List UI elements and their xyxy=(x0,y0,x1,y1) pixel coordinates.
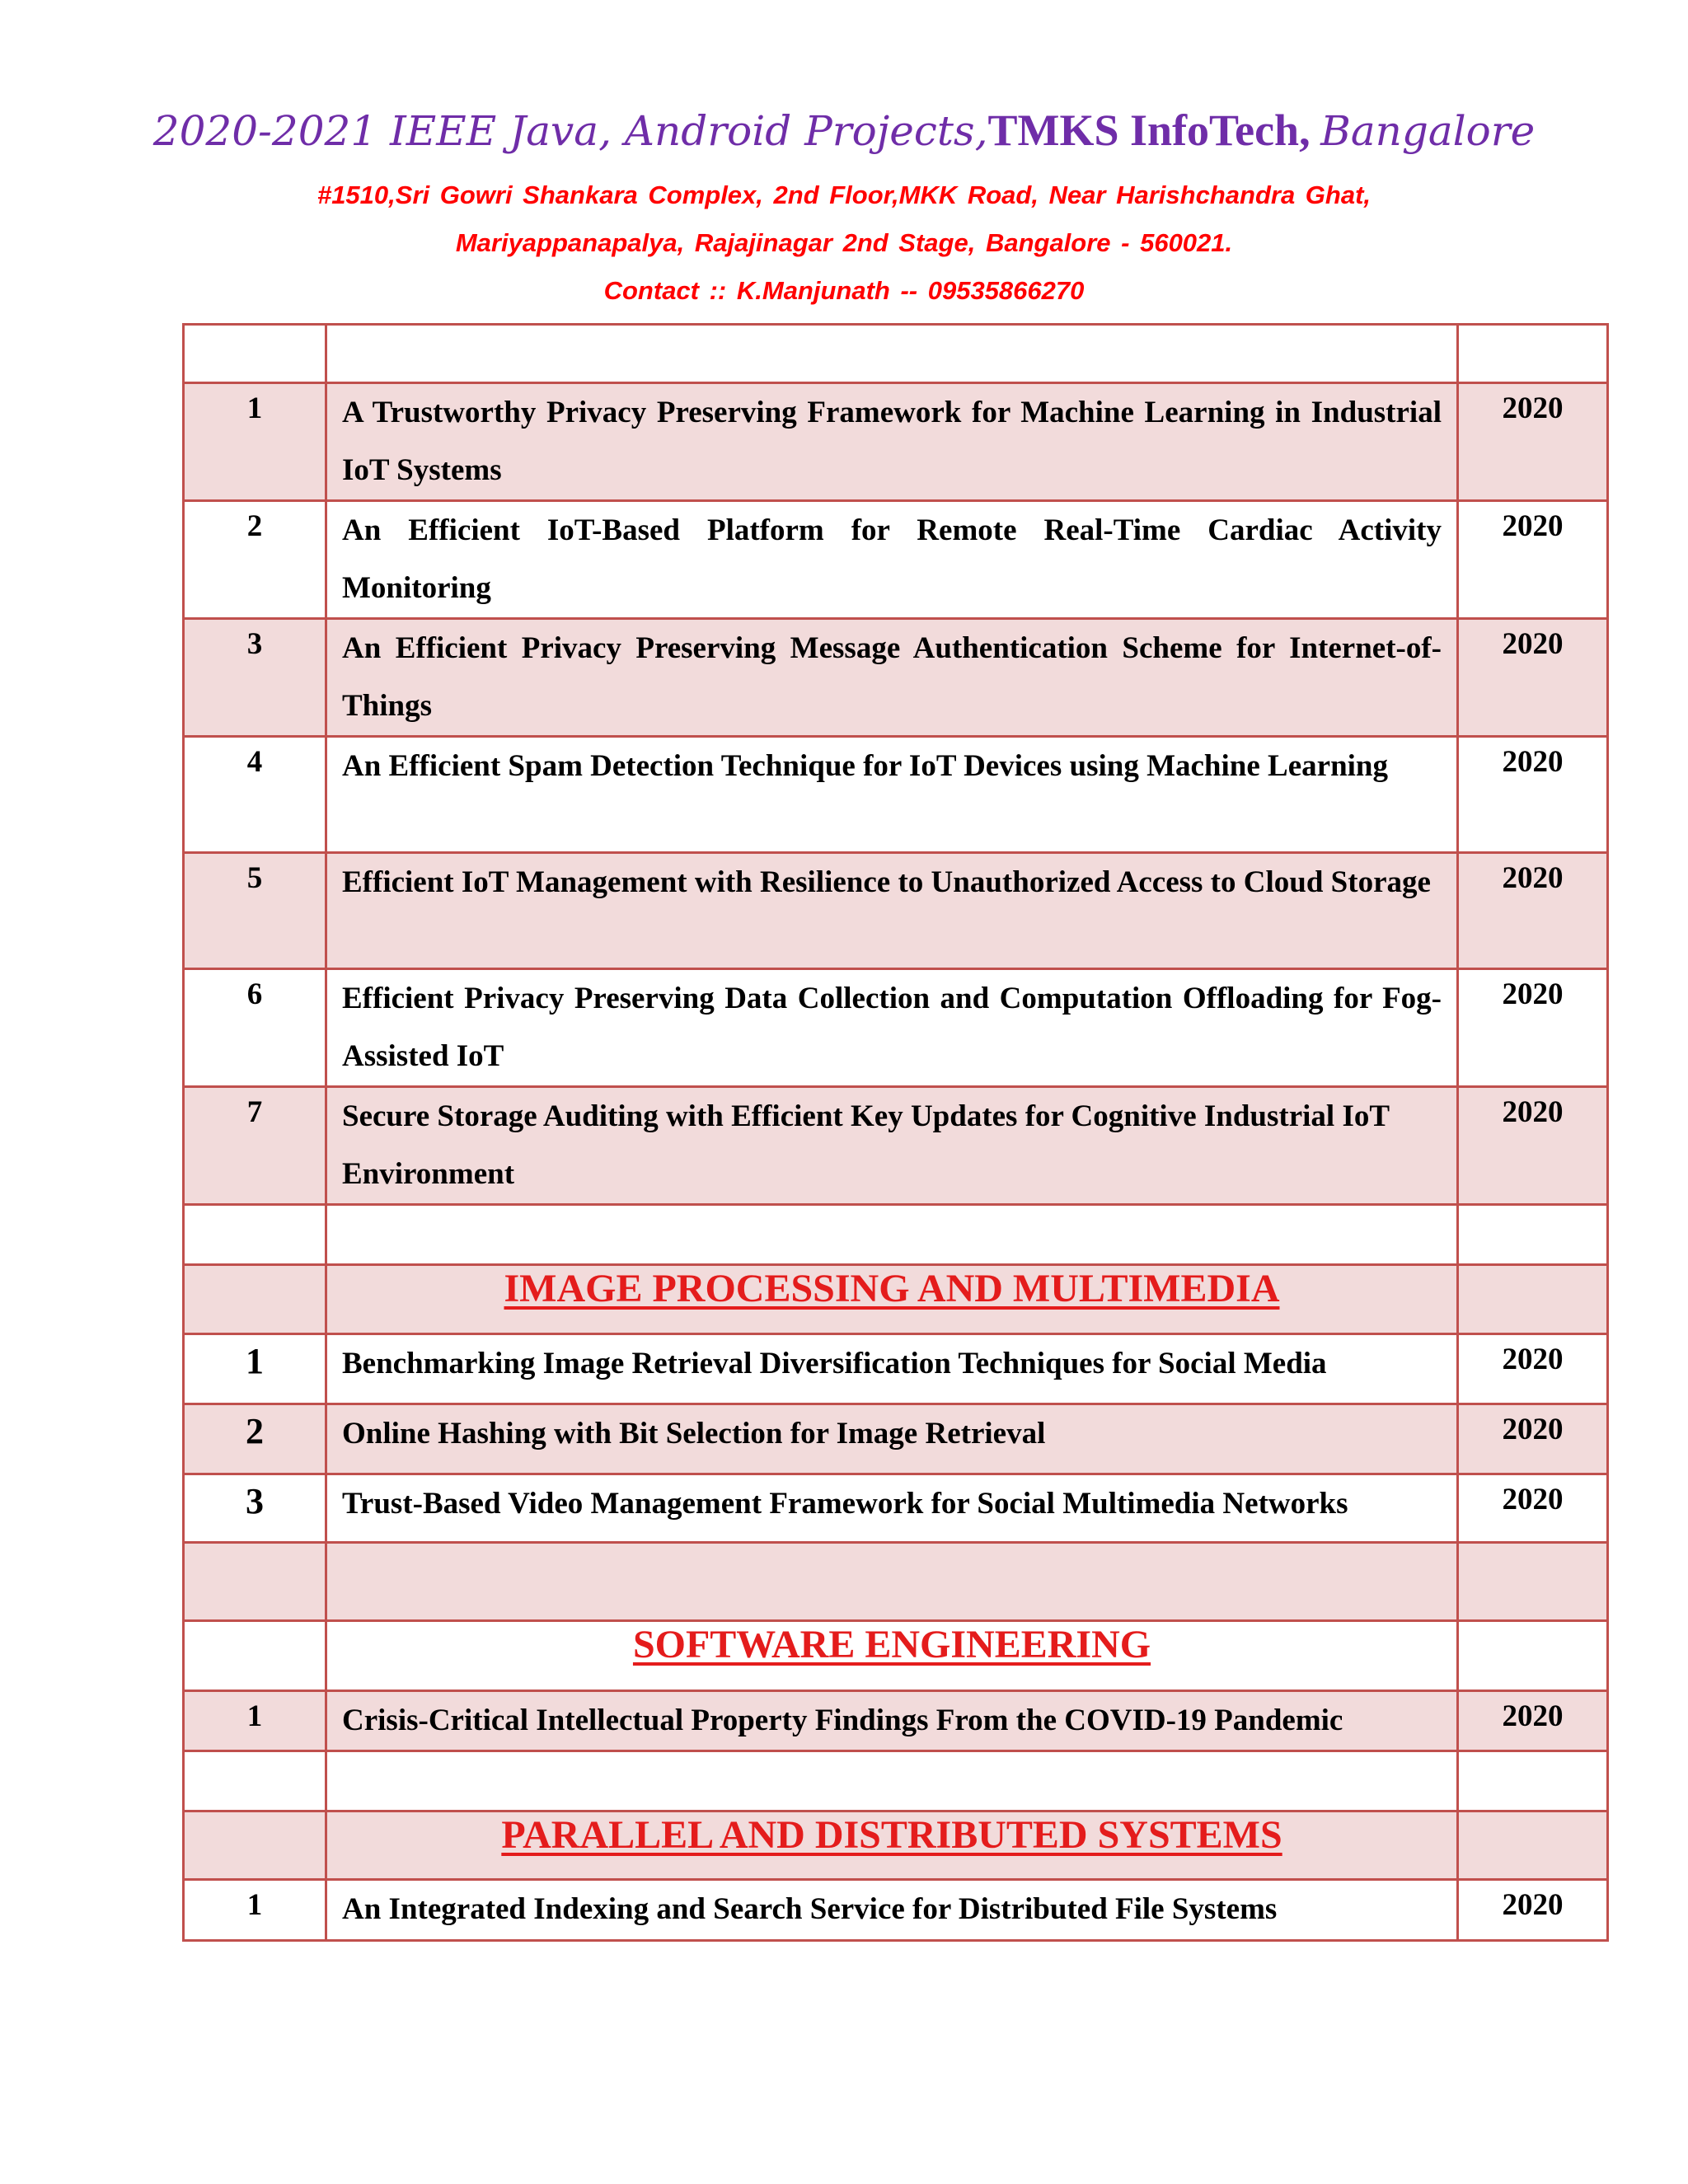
project-year: 2020 xyxy=(1458,383,1608,501)
empty-cell xyxy=(184,1205,326,1265)
project-title: Trust-Based Video Management Framework for Social Multimedia Networks xyxy=(326,1474,1458,1543)
company-name: TMKS InfoTech, xyxy=(987,105,1311,155)
empty-cell xyxy=(1458,1265,1608,1334)
project-number: 2 xyxy=(184,1404,326,1474)
project-number: 2 xyxy=(184,501,326,619)
project-year: 2020 xyxy=(1458,1404,1608,1474)
table-row-empty xyxy=(184,1751,1608,1811)
project-title: Benchmarking Image Retrieval Diversification Techniques for Social Media xyxy=(326,1334,1458,1404)
project-year: 2020 xyxy=(1458,1880,1608,1941)
project-number: 4 xyxy=(184,737,326,853)
project-number: 1 xyxy=(184,383,326,501)
table-row-empty xyxy=(184,1543,1608,1621)
empty-cell xyxy=(326,325,1458,383)
table-row xyxy=(184,969,1608,1087)
table-row xyxy=(184,1880,1608,1941)
empty-cell xyxy=(184,1543,326,1621)
empty-cell xyxy=(184,1621,326,1691)
table-row xyxy=(184,853,1608,969)
title-left: 2020-2021 IEEE Java, Android Projects, xyxy=(152,107,988,155)
project-title: An Integrated Indexing and Search Service for Distributed File Systems xyxy=(326,1880,1458,1941)
table-row xyxy=(184,1474,1608,1543)
empty-cell xyxy=(184,325,326,383)
page-title xyxy=(0,97,1688,164)
project-title: Secure Storage Auditing with Efficient Key Updates for Cognitive Industrial IoT Environment xyxy=(326,1087,1458,1205)
table-row-empty xyxy=(184,325,1608,383)
table-row xyxy=(184,1691,1608,1751)
title-city: Bangalore xyxy=(1320,107,1536,155)
address-line-2: Mariyappanapalya, Rajajinagar 2nd Stage, Bangalore - 560021. xyxy=(455,228,1233,257)
project-number: 1 xyxy=(184,1334,326,1404)
empty-cell xyxy=(1458,1751,1608,1811)
contact-line: Contact :: K.Manjunath -- 09535866270 xyxy=(603,276,1085,305)
project-number: 6 xyxy=(184,969,326,1087)
section-heading-software-engineering: SOFTWARE ENGINEERING xyxy=(326,1621,1458,1691)
project-year: 2020 xyxy=(1458,1334,1608,1404)
empty-cell xyxy=(1458,1811,1608,1880)
address-line-1: #1510,Sri Gowri Shankara Complex, 2nd Floor,MKK Road, Near Harishchandra Ghat, xyxy=(316,180,1372,209)
projects-table xyxy=(182,323,1609,1942)
project-number: 1 xyxy=(184,1691,326,1751)
project-number: 5 xyxy=(184,853,326,969)
table-row xyxy=(184,737,1608,853)
empty-cell xyxy=(326,1543,1458,1621)
project-title: An Efficient Privacy Preserving Message Authentication Scheme for Internet-of-Things xyxy=(326,619,1458,737)
table-row xyxy=(184,619,1608,737)
table-row xyxy=(184,383,1608,501)
project-title: Online Hashing with Bit Selection for Image Retrieval xyxy=(326,1404,1458,1474)
section-heading-parallel-distributed: PARALLEL AND DISTRIBUTED SYSTEMS xyxy=(326,1811,1458,1880)
project-year: 2020 xyxy=(1458,501,1608,619)
empty-cell xyxy=(1458,325,1608,383)
empty-cell xyxy=(184,1751,326,1811)
project-number: 7 xyxy=(184,1087,326,1205)
table-row xyxy=(184,501,1608,619)
section-heading-image-processing: IMAGE PROCESSING AND MULTIMEDIA xyxy=(326,1265,1458,1334)
project-year: 2020 xyxy=(1458,969,1608,1087)
empty-cell xyxy=(184,1811,326,1880)
table-row xyxy=(184,1404,1608,1474)
project-number: 3 xyxy=(184,1474,326,1543)
empty-cell xyxy=(1458,1543,1608,1621)
project-year: 2020 xyxy=(1458,1087,1608,1205)
section-header-row xyxy=(184,1811,1608,1880)
project-title: Crisis-Critical Intellectual Property Findings From the COVID-19 Pandemic xyxy=(326,1691,1458,1751)
project-year: 2020 xyxy=(1458,1474,1608,1543)
project-year: 2020 xyxy=(1458,853,1608,969)
table-row xyxy=(184,1087,1608,1205)
table-row xyxy=(184,1334,1608,1404)
section-header-row xyxy=(184,1265,1608,1334)
project-year: 2020 xyxy=(1458,619,1608,737)
empty-cell xyxy=(1458,1621,1608,1691)
page-header xyxy=(0,97,1688,315)
project-number: 3 xyxy=(184,619,326,737)
project-year: 2020 xyxy=(1458,737,1608,853)
project-number: 1 xyxy=(184,1880,326,1941)
empty-cell xyxy=(326,1751,1458,1811)
project-title: An Efficient IoT-Based Platform for Remote Real-Time Cardiac Activity Monitoring xyxy=(326,501,1458,619)
table-row-empty xyxy=(184,1205,1608,1265)
project-year: 2020 xyxy=(1458,1691,1608,1751)
empty-cell xyxy=(326,1205,1458,1265)
section-header-row xyxy=(184,1621,1608,1691)
project-title: Efficient Privacy Preserving Data Collection and Computation Offloading for Fog-Assisted IoT xyxy=(326,969,1458,1087)
empty-cell xyxy=(1458,1205,1608,1265)
project-title: Efficient IoT Management with Resilience to Unauthorized Access to Cloud Storage xyxy=(326,853,1458,969)
project-title: A Trustworthy Privacy Preserving Framework for Machine Learning in Industrial IoT Systems xyxy=(326,383,1458,501)
project-title: An Efficient Spam Detection Technique for IoT Devices using Machine Learning xyxy=(326,737,1458,853)
empty-cell xyxy=(184,1265,326,1334)
